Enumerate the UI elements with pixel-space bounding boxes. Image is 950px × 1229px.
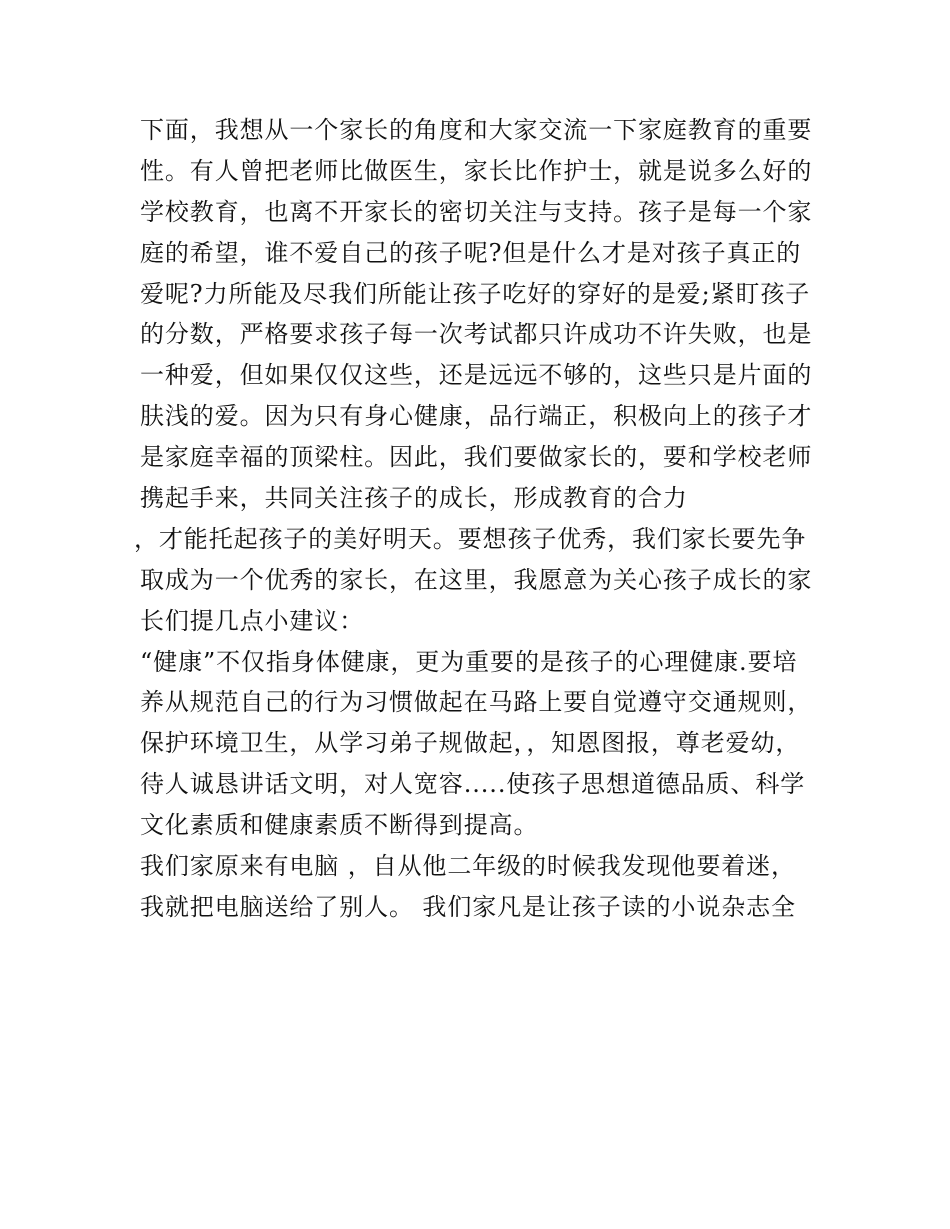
text-line: 爱呢?力所能及尽我们所能让孩子吃好的穿好的是爱;紧盯孩子 [140,279,811,308]
text-line: 的分数，严格要求孩子每一次考试都只许成功不许失败，也是 [140,320,813,349]
text-line: 我们家原来有电脑 ，自从他二年级的时候我发现他要着迷， [140,852,796,881]
text-line: ，才能托起孩子的美好明天。要想孩子优秀，我们家长要先争 [134,524,807,553]
text-line: “健康”不仅指身体健康，更为重要的是孩子的心理健康.要培 [140,647,798,676]
body-text [134,110,830,928]
text-line: 保护环境卫生，从学习弟子规做起，，知恩图报，尊老爱幼， [140,729,801,758]
text-line: 待人诚恳讲话文明，对人宽容.....使孩子思想道德品质、科学 [140,770,806,799]
text-line: 性。有人曾把老师比做医生，家长比作护士，就是说多么好的 [140,156,813,185]
text-line: 携起手来，共同关注孩子的成长，形成教育的合力 [140,484,688,513]
text-line: 取成为一个优秀的家长，在这里，我愿意为关心孩子成长的家 [140,565,813,594]
text-line: 文化素质和健康素质不断得到提高。 [140,811,539,840]
text-line: 是家庭幸福的顶梁柱。因此，我们要做家长的，要和学校老师 [140,443,813,472]
text-line: 一种爱，但如果仅仅这些，还是远远不够的，这些只是片面的 [140,361,813,390]
text-line: 下面，我想从一个家长的角度和大家交流一下家庭教育的重要 [140,116,813,144]
text-line: 肤浅的爱。因为只有身心健康，品行端正，积极向上的孩子才 [140,402,813,431]
text-line: 庭的希望，谁不爱自己的孩子呢?但是什么才是对孩子真正的 [140,238,802,267]
text-line: 长们提几点小建议： [140,606,365,635]
text-line: 我就把电脑送给了别人。 我们家凡是让孩子读的小说杂志全 [140,892,796,921]
text-line: 学校教育，也离不开家长的密切关注与支持。孩子是每一个家 [140,197,813,226]
text-line: 养从规范自己的行为习惯做起在马路上要自觉遵守交通规则， [140,688,813,717]
